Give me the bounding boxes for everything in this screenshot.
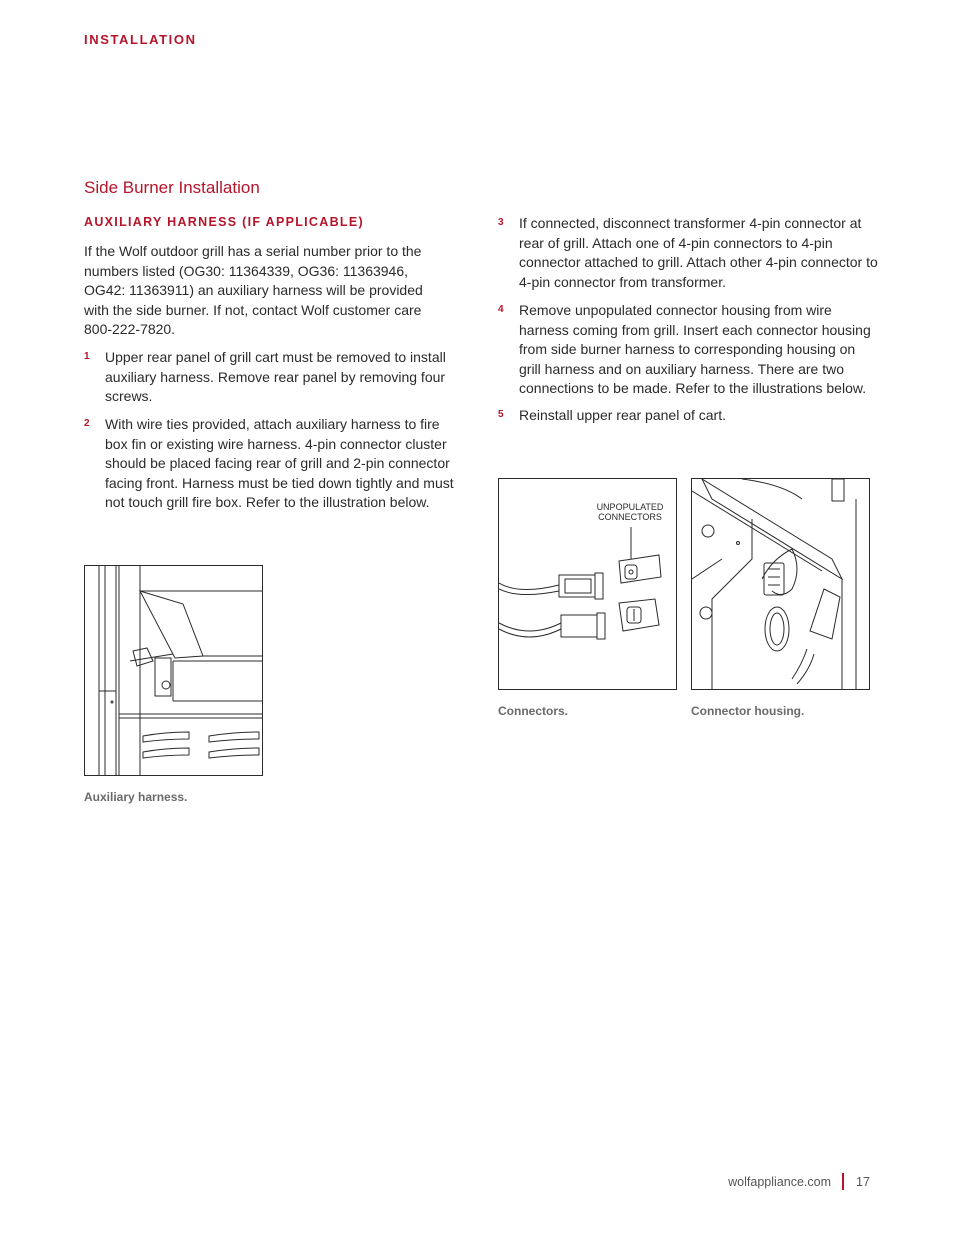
connectors-illustration xyxy=(498,478,677,690)
step-5 xyxy=(498,406,878,426)
page-title: Side Burner Installation xyxy=(84,178,260,197)
subheading: AUXILIARY HARNESS (IF APPLICABLE) xyxy=(84,215,364,229)
step-number: 5 xyxy=(498,409,504,420)
step-number: 4 xyxy=(498,304,504,315)
section-tag: INSTALLATION xyxy=(84,32,197,47)
step-4 xyxy=(498,301,878,399)
connector-housing-illustration xyxy=(691,478,870,690)
figure-caption: Connectors. xyxy=(498,704,569,718)
unpopulated-connectors-label-line1: UNPOPULATED xyxy=(596,502,664,512)
step-number: 1 xyxy=(84,351,90,362)
footer-divider xyxy=(842,1173,844,1190)
step-number: 3 xyxy=(498,217,504,228)
auxiliary-harness-illustration xyxy=(84,565,263,776)
step-1 xyxy=(84,348,462,407)
page-number: 17 xyxy=(856,1175,870,1189)
step-2 xyxy=(84,415,464,513)
unpopulated-connectors-label-line2: CONNECTORS xyxy=(598,512,662,522)
intro-paragraph: If the Wolf outdoor grill has a serial number prior to the numbers listed (OG30: 11364339, OG36: 11363946, OG42: 11363911) an auxiliary harness will be provided with the side burner. If not, contact Wolf customer care 800-222-7820. xyxy=(84,243,423,338)
step-text: Remove unpopulated connector housing from wire harness coming from grill. Insert each connector housing from side burner harness to corresponding housing on grill harness and on auxiliary harness. There are two connections to be made. Refer to the illustrations below. xyxy=(519,302,871,397)
footer-website: wolfappliance.com xyxy=(728,1175,831,1189)
figure-caption: Connector housing. xyxy=(691,704,805,718)
step-text: Reinstall upper rear panel of cart. xyxy=(519,407,726,423)
step-number: 2 xyxy=(84,418,90,429)
step-text: With wire ties provided, attach auxiliary harness to fire box fin or existing wire harness. 4-pin connector cluster should be placed facing rear of grill and 2-pin connector facing front. Harness must be tied down tightly and must not touch grill fire box. Refer to the illustration below. xyxy=(105,416,454,511)
figure-caption: Auxiliary harness. xyxy=(84,790,188,804)
step-text: Upper rear panel of grill cart must be removed to install auxiliary harness. Remove rear panel by removing four screws. xyxy=(105,349,446,405)
step-3 xyxy=(498,214,878,292)
step-text: If connected, disconnect transformer 4-pin connector at rear of grill. Attach one of 4-pin connectors to 4-pin connector attached to grill. Attach other 4-pin connector to 4-pin connector from transformer. xyxy=(519,215,878,290)
